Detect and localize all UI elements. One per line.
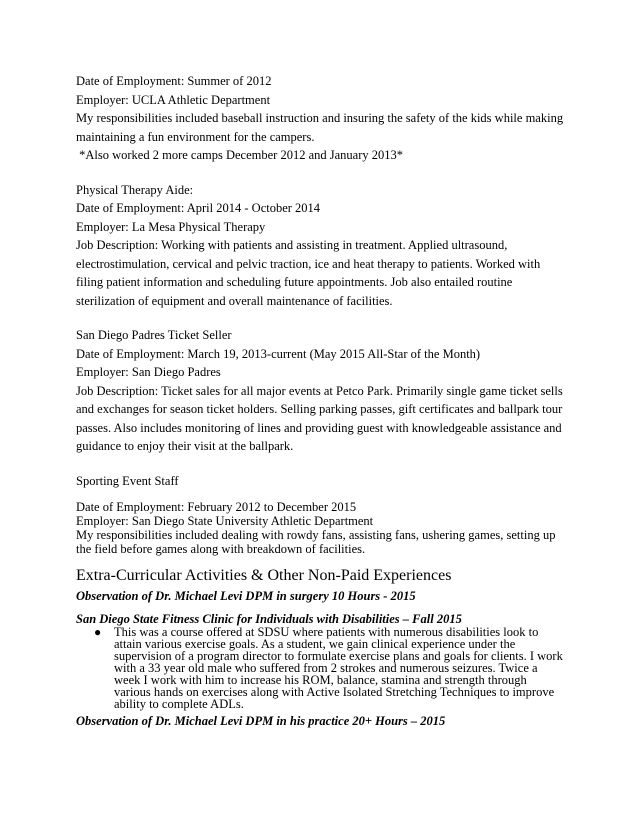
fitness-clinic-description: This was a course offered at SDSU where patients with numerous disabilities look to attain various exercise goals. As a student, we gain clinical experience under the supervision of a program director to formulate exercise plans and goals for clients. I work with a 33 year old male who suffered from 2 strokes and numerous seizures. Twice a week I work with him to increase his ROM, balance, stamina and strength through various hands on exercises along with Active Isolated Stretching Techniques to improve ability to complete ADLs. xyxy=(114,625,563,711)
pt-aide-description-line-4: sterilization of equipment and overall maintenance of facilities. xyxy=(76,293,393,308)
sporting-employer: Employer: San Diego State University Athletic Department xyxy=(76,514,374,528)
spacer xyxy=(76,165,566,181)
pt-aide-title: Physical Therapy Aide: xyxy=(76,182,194,197)
ucla-responsibilities-line-1: My responsibilities included baseball instruction and insuring the safety of the kids while making xyxy=(76,111,564,125)
ucla-date: Date of Employment: Summer of 2012 xyxy=(76,74,272,88)
pt-aide-date: Date of Employment: April 2014 - October 2014 xyxy=(76,201,321,215)
ucla-employer: Employer: UCLA Athletic Department xyxy=(76,92,271,107)
bullet-icon: ● xyxy=(94,625,102,639)
resume-page xyxy=(76,72,566,729)
fitness-clinic-title: San Diego State Fitness Clinic for Individuals with Disabilities – Fall 2015 xyxy=(76,612,462,626)
pt-aide-description-line-1: Job Description: Working with patients and assisting in treatment. Applied ultrasound, xyxy=(76,238,508,252)
pt-aide-employer: Employer: La Mesa Physical Therapy xyxy=(76,219,266,234)
observation-surgery: Observation of Dr. Michael Levi DPM in surgery 10 Hours - 2015 xyxy=(76,589,416,603)
sporting-responsibilities: My responsibilities included dealing with rowdy fans, assisting fans, ushering games, setting up the field before games along with breakdown of facilities. xyxy=(76,528,556,556)
sporting-date: Date of Employment: February 2012 to December 2015 xyxy=(76,500,357,514)
padres-description-line-3: passes. Also includes monitoring of lines and providing guest with knowledgeable assistance and xyxy=(76,420,562,435)
padres-description-line-2: and exchanges for season ticket holders. Selling parking passes, gift certificates and ballpark tour xyxy=(76,402,563,416)
ucla-note: *Also worked 2 more camps December 2012 and January 2013* xyxy=(76,148,403,162)
padres-employer: Employer: San Diego Padres xyxy=(76,365,221,379)
padres-title: San Diego Padres Ticket Seller xyxy=(76,328,232,342)
spacer xyxy=(76,456,566,472)
observation-practice: Observation of Dr. Michael Levi DPM in his practice 20+ Hours – 2015 xyxy=(76,714,446,728)
ucla-responsibilities-line-2: maintaining a fun environment for the campers. xyxy=(76,129,315,144)
sporting-title: Sporting Event Staff xyxy=(76,473,179,488)
spacer xyxy=(76,490,566,500)
pt-aide-description-line-2: electrostimulation, cervical and pelvic traction, ice and heat therapy to patients. Worked with xyxy=(76,256,541,271)
pt-aide-description-line-3: filing patient information and scheduling future appointments. Job also entailed routine xyxy=(76,275,513,289)
padres-date: Date of Employment: March 19, 2013-current (May 2015 All-Star of the Month) xyxy=(76,346,481,361)
extracurricular-heading: Extra-Curricular Activities & Other Non-Paid Experiences xyxy=(76,567,452,584)
fitness-clinic-bullet xyxy=(76,626,566,710)
padres-description-line-1: Job Description: Ticket sales for all major events at Petco Park. Primarily single game ticket sells xyxy=(76,383,563,398)
spacer xyxy=(76,310,566,326)
padres-description-line-4: guidance to enjoy their visit at the ballpark. xyxy=(76,439,294,453)
